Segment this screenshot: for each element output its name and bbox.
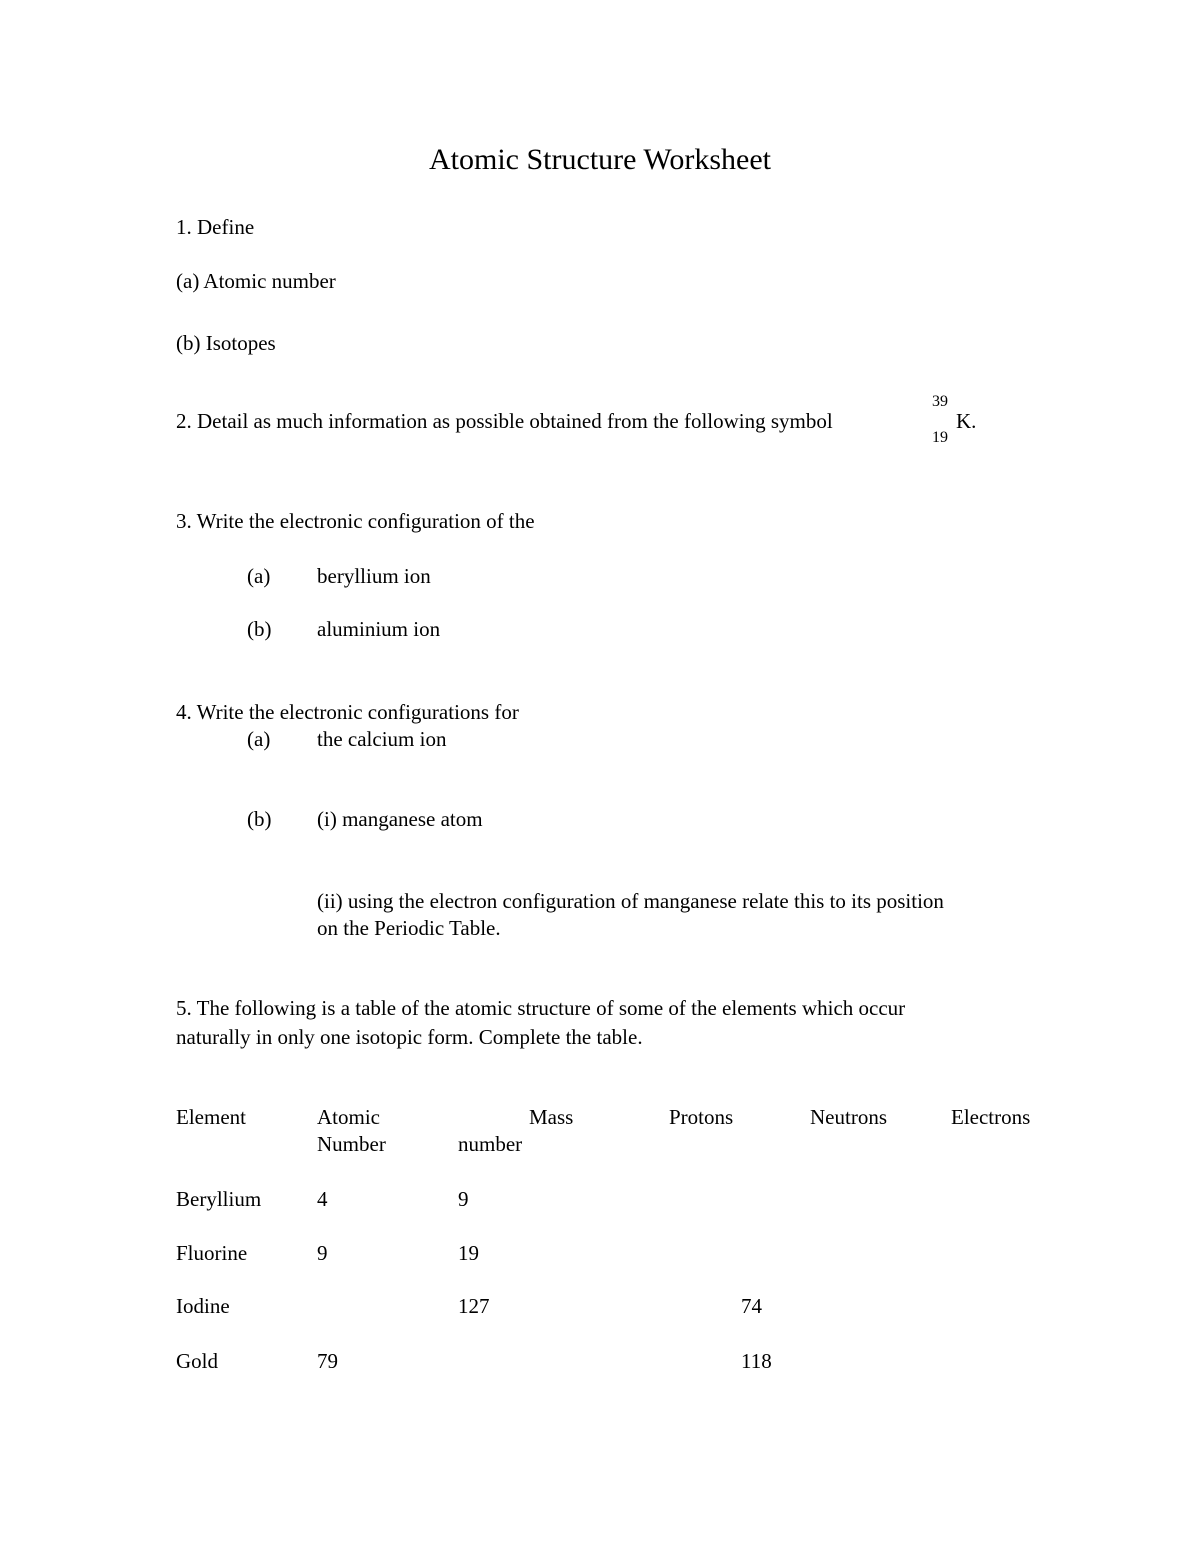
- header-atomic-line2: Number: [317, 1132, 386, 1156]
- header-atomic-line1: Atomic: [317, 1105, 380, 1129]
- row-gold-element: Gold: [176, 1349, 218, 1373]
- q4-a-text: the calcium ion: [317, 727, 447, 751]
- header-mass-line1: Mass: [529, 1105, 574, 1129]
- row-iodine-protons: 74: [741, 1294, 762, 1318]
- q1-heading: 1. Define: [176, 215, 255, 239]
- row-beryllium-mass: 9: [458, 1187, 469, 1211]
- q3-heading: 3. Write the electronic configuration of the: [176, 509, 535, 533]
- header-element: Element: [176, 1105, 246, 1129]
- q4-b-ii-line1: (ii) using the electron configuration of manganese relate this to its position: [317, 889, 944, 913]
- q4-b-ii-line2: on the Periodic Table.: [317, 916, 501, 940]
- q2-text: 2. Detail as much information as possible obtained from the following symbol: [176, 409, 833, 433]
- row-fluorine-atomic: 9: [317, 1241, 328, 1265]
- q5-line2: naturally in only one isotopic form. Complete the table.: [176, 1025, 643, 1049]
- row-fluorine-mass: 19: [458, 1241, 479, 1265]
- q4-b-label: (b): [247, 807, 272, 831]
- q1-part-b: (b) Isotopes: [176, 331, 276, 355]
- row-beryllium-element: Beryllium: [176, 1187, 262, 1211]
- q1-part-a: (a) Atomic number: [176, 269, 336, 293]
- page-title: Atomic Structure Worksheet: [429, 143, 771, 176]
- q3-a-text: beryllium ion: [317, 564, 431, 588]
- q4-b-text: (i) manganese atom: [317, 807, 483, 831]
- row-beryllium-atomic: 4: [317, 1187, 328, 1211]
- q4-a-label: (a): [247, 727, 271, 751]
- element-symbol: K.: [956, 409, 977, 433]
- mass-number-superscript: 39: [932, 393, 948, 410]
- row-gold-protons: 118: [741, 1349, 772, 1373]
- q3-a-label: (a): [247, 564, 271, 588]
- row-iodine-element: Iodine: [176, 1294, 230, 1318]
- q4-heading: 4. Write the electronic configurations for: [176, 700, 519, 724]
- atomic-number-subscript: 19: [932, 429, 948, 446]
- row-fluorine-element: Fluorine: [176, 1241, 248, 1265]
- q3-b-text: aluminium ion: [317, 617, 441, 641]
- header-protons: Protons: [669, 1105, 734, 1129]
- header-mass-line2: number: [458, 1132, 523, 1156]
- row-gold-atomic: 79: [317, 1349, 338, 1373]
- header-electrons: Electrons: [951, 1105, 1031, 1129]
- q3-b-label: (b): [247, 617, 272, 641]
- q5-line1: 5. The following is a table of the atomic structure of some of the elements which occur: [176, 996, 906, 1020]
- header-neutrons: Neutrons: [810, 1105, 887, 1129]
- row-iodine-mass: 127: [458, 1294, 490, 1318]
